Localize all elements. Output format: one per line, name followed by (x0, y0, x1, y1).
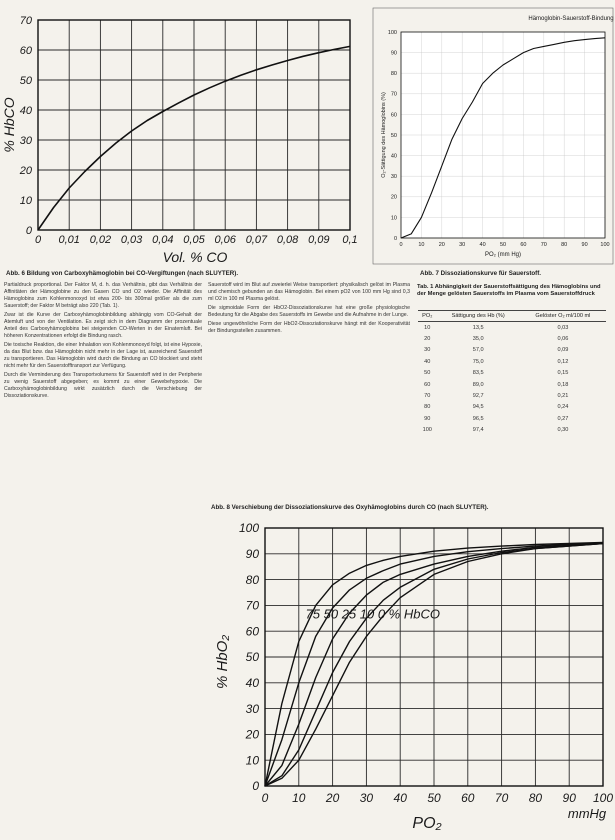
x-tick-label: 100 (600, 242, 610, 248)
table-cell: 0,06 (557, 336, 569, 343)
figure-header-text: Hämoglobin-Sauerstoff-Bindung (528, 16, 614, 22)
table-1-body (418, 322, 606, 436)
y-tick-label: 10 (245, 753, 259, 768)
y-tick-label: 100 (387, 29, 397, 36)
y-axis-label: O₂-Sättigung des Hämoglobins (%) (381, 92, 387, 178)
table-cell: 50 (424, 370, 431, 377)
x-tick-label: 10 (292, 791, 306, 805)
middle-paragraph: Sauerstoff wird im Blut auf zweierlei Weise transportiert: physikalisch gelöst im Plasma und chemisch gebunden an das Hämoglobin. Bei einem pO2 von 100 mm Hg sind 0,3 ml O2 in 100 ml Plasma gelöst. (208, 282, 410, 302)
x-tick-label: 0,05 (183, 234, 205, 246)
y-tick-label: 0 (393, 235, 397, 242)
table-row (418, 390, 606, 401)
x-tick-label: 0,1 (342, 234, 358, 246)
table-cell: 92,7 (472, 392, 484, 399)
figure-6 (0, 0, 360, 268)
x-tick-label: 0 (399, 242, 403, 248)
table-row (418, 356, 606, 367)
table-row (418, 424, 606, 435)
table-cell: 0,30 (557, 427, 569, 434)
y-tick-label: 60 (19, 44, 32, 57)
table-cell: 0,18 (557, 381, 569, 388)
x-axis-label: PO₂ (412, 815, 442, 832)
x-tick-label: 40 (479, 242, 486, 248)
table-cell: 75,0 (472, 358, 484, 365)
table-header: PO₂ (418, 311, 437, 322)
y-tick-label: 50 (390, 132, 397, 139)
x-axis-label: PO₂ (mm Hg) (485, 252, 521, 258)
y-tick-label: 80 (245, 572, 259, 587)
x-tick-label: 90 (562, 791, 576, 805)
x-axis-unit: mmHg (567, 806, 607, 821)
y-tick-label: 30 (19, 134, 32, 147)
x-tick-label: 60 (461, 791, 475, 805)
y-tick-label: 70 (390, 91, 397, 98)
x-tick-label: 90 (581, 242, 588, 248)
table-cell: 30 (424, 347, 431, 354)
x-tick-label: 80 (528, 791, 543, 805)
table-cell: 60 (424, 381, 431, 388)
table-cell: 90 (424, 415, 431, 422)
table-cell: 0,21 (557, 392, 569, 399)
y-tick-label: 60 (390, 112, 397, 119)
x-tick-label: 0,09 (308, 234, 330, 246)
figure-8-chart (205, 512, 615, 840)
table-cell: 35,0 (472, 336, 484, 343)
y-tick-label: 40 (390, 153, 397, 160)
x-tick-label: 20 (325, 791, 340, 805)
figure-7-chart (365, 0, 615, 268)
table-cell: 96,5 (472, 415, 484, 422)
table-row (418, 379, 606, 390)
y-axis-label: % HbCO (1, 97, 17, 153)
table-cell: 10 (424, 324, 431, 331)
table-row (418, 333, 606, 344)
table-cell: 80 (424, 404, 431, 411)
x-tick-label: 0,02 (89, 234, 112, 246)
x-tick-label: 10 (418, 242, 425, 248)
table-cell: 0,24 (557, 404, 569, 411)
x-tick-label: 30 (459, 242, 466, 248)
left-paragraph: Partialdruck proportional. Der Faktor M, d. h. das Verhältnis, gibt das Verhältnis der Affinitäten der Hämoglobine zu den Gasen CO und O2 wieder. Die Affinität des Hämoglobins zum Kohlenmonoxyd ist etwa 200- bis 300mal größer als die zum Sauerstoff; der Faktor M beträgt also 220 (Tab. 1). (4, 282, 202, 309)
table-cell: 94,5 (472, 404, 484, 411)
y-tick-label: 90 (390, 50, 397, 57)
table-cell: 20 (424, 336, 431, 343)
y-tick-label: 20 (245, 727, 259, 742)
table-cell: 0,12 (557, 358, 569, 365)
y-tick-label: 40 (245, 676, 259, 690)
x-tick-label: 70 (494, 791, 509, 805)
table-1 (418, 310, 608, 436)
middle-paragraph: Die sigmoidale Form der HbO2-Dissoziationskurve hat eine große physiologische Bedeutung für die Abgabe des Sauerstoffs im Gewebe und die Aufnahme in der Lunge. (208, 304, 410, 318)
y-tick-label: 70 (245, 598, 259, 613)
x-tick-label: 20 (438, 242, 445, 248)
table-cell: 70 (424, 392, 431, 399)
x-tick-label: 80 (561, 242, 568, 248)
y-tick-label: 40 (19, 104, 32, 117)
y-tick-label: 70 (19, 14, 32, 27)
x-axis-label: Vol. % CO (162, 249, 228, 265)
left-paragraph: Zwar ist die Kurve der Carboxyhämoglobinbildung abhängig vom CO-Gehalt der Atemluft und von der Ventilation. Es zeigt sich in dem Diagramm der prozentuale Anteil des Carboxyhämoglobins bei steigenden CO-Werten in der Einatemluft. Bei höheren Konzentrationen erfolgt die Bindung rasch. (4, 311, 202, 339)
figure-7-caption: Abb. 7 Dissoziationskurve für Sauerstoff. (420, 270, 542, 277)
figure-8 (205, 512, 615, 840)
table-header: Gelöster O₂ ml/100 ml (520, 311, 606, 322)
x-tick-label: 70 (540, 242, 547, 248)
table-1-grid (418, 310, 606, 436)
table-cell: 13,5 (472, 324, 484, 331)
x-tick-label: 30 (359, 791, 374, 805)
figure-6-caption: Abb. 6 Bildung von Carboxyhämoglobin bei CO-Vergiftungen (nach SLUYTER). (6, 270, 239, 277)
y-axis-label: % HbO₂ (214, 634, 231, 690)
y-tick-label: 60 (245, 624, 259, 639)
y-tick-label: 20 (390, 194, 397, 201)
table-row (418, 368, 606, 379)
y-tick-label: 100 (238, 521, 259, 536)
x-tick-label: 60 (520, 242, 527, 248)
y-tick-label: 50 (19, 74, 32, 87)
table-row (418, 345, 606, 356)
y-tick-label: 10 (390, 215, 397, 222)
table-cell: 0,27 (557, 415, 569, 422)
x-tick-label: 0,06 (214, 234, 236, 246)
x-tick-label: 50 (427, 791, 441, 805)
table-cell: 97,4 (472, 427, 484, 434)
table-header: Sättigung des Hb (%) (437, 311, 520, 322)
table-cell: 0,09 (557, 347, 569, 354)
x-tick-label: 0,08 (276, 234, 299, 246)
x-tick-label: 100 (592, 791, 614, 805)
middle-paragraph: Diese ungewöhnliche Form der HbO2-Dissoziationskurve hängt mit der Kooperativität der Bindungsstellen zusammen. (208, 320, 410, 334)
y-tick-label: 90 (245, 547, 259, 561)
left-paragraph: Die toxische Reaktion, die einer Inhalation von Kohlenmonoxyd folgt, ist eine Hypoxie, da das Blut bzw. das Hämoglobin nicht mehr in der Lage ist, ausreichend Sauerstoff zu transportieren. Das Hämoglobin wird durch die Bindung an CO blockiert und steht nicht mehr für den Sauerstofftransport zur Verfügung. (4, 341, 202, 369)
y-tick-label: 30 (390, 174, 397, 181)
hbco-annotation: 75 50 25 10 0 % HbCO (305, 606, 440, 622)
y-tick-label: 10 (19, 194, 32, 207)
figure-6-chart (0, 0, 360, 268)
y-tick-label: 0 (252, 779, 259, 794)
table-cell: 57,0 (472, 347, 484, 354)
y-tick-label: 20 (19, 164, 32, 177)
middle-body-text (208, 282, 410, 494)
table-row (418, 413, 606, 424)
y-tick-label: 0 (25, 224, 32, 237)
x-tick-label: 0 (261, 791, 269, 805)
table-1-caption: Tab. 1 Abhängigkeit der Sauerstoffsättigung des Hämoglobins und der Menge gelösten Sauerstoffs im Plasma vom Sauerstoffdruck (417, 284, 601, 298)
y-tick-label: 50 (245, 650, 259, 665)
x-tick-label: 0 (34, 234, 42, 246)
table-cell: 0,03 (557, 324, 569, 331)
table-cell: 83,5 (472, 370, 484, 377)
table-cell: 89,0 (472, 381, 484, 388)
left-paragraph: Durch die Verminderung des Transportvolumens für Sauerstoff wird in der Peripherie zu wenig Sauerstoff abgegeben; es kommt zu einer Gewebehypoxie. Die Carboxyhämoglobinbildung wirkt zusätzlich durch die Verschiebung der Dissoziationskurve. (4, 371, 202, 399)
figure-8-caption: Abb. 8 Verschiebung der Dissoziationskurve des Oxyhämoglobins durch CO (nach SLUYTER). (211, 504, 489, 511)
table-row (418, 402, 606, 413)
x-tick-label: 50 (499, 242, 507, 248)
x-tick-label: 0,04 (152, 234, 174, 246)
table-cell: 100 (422, 427, 432, 434)
x-tick-label: 40 (393, 791, 407, 805)
left-body-text (4, 282, 202, 838)
table-cell: 0,15 (557, 370, 569, 377)
x-tick-label: 0,03 (120, 234, 143, 246)
y-tick-label: 30 (245, 701, 259, 716)
table-cell: 40 (424, 358, 431, 365)
figure-7 (365, 0, 615, 268)
x-tick-label: 0,07 (245, 234, 268, 246)
table-row (418, 322, 606, 334)
y-tick-label: 80 (390, 71, 397, 78)
x-tick-label: 0,01 (58, 234, 80, 246)
